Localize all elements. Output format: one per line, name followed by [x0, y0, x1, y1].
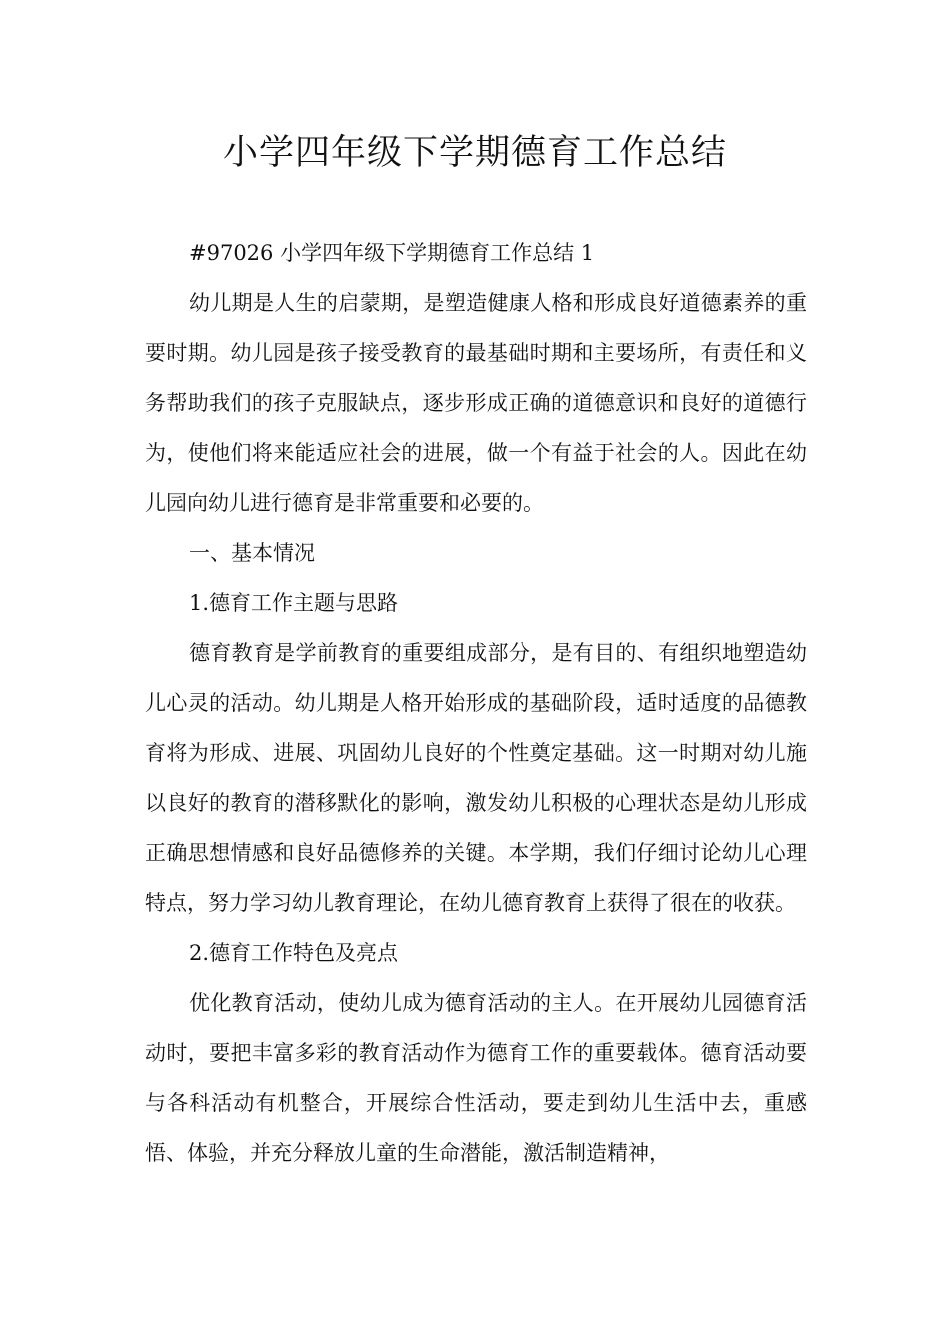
intro-paragraph: 幼儿期是人生的启蒙期，是塑造健康人格和形成良好道德素养的重要时期。幼儿园是孩子接受教育的最基础时期和主要场所，有责任和义务帮助我们的孩子克服缺点，逐步形成正确的道德意识和良好的道德行为，使他们将来能适应社会的进展，做一个有益于社会的人。因此在幼儿园向幼儿进行德育是非常重要和必要的。 [145, 291, 807, 515]
subsection-1-heading: 1.德育工作主题与思路 [189, 591, 399, 615]
subsection-2-paragraph: 优化教育活动，使幼儿成为德育活动的主人。在开展幼儿园德育活动时，要把丰富多彩的教育活动作为德育工作的重要载体。德育活动要与各科活动有机整合，开展综合性活动，要走到幼儿生活中去，重感悟、体验，并充分释放儿童的生命潜能，激活制造精神， [145, 991, 807, 1165]
document-body [145, 228, 807, 1178]
document-title: 小学四年级下学期德育工作总结 [222, 133, 727, 173]
subsection-2-heading: 2.德育工作特色及亮点 [189, 941, 399, 965]
subsection-1-paragraph: 德育教育是学前教育的重要组成部分，是有目的、有组织地塑造幼儿心灵的活动。幼儿期是人格开始形成的基础阶段，适时适度的品德教育将为形成、进展、巩固幼儿良好的个性奠定基础。这一时期对幼儿施以良好的教育的潜移默化的影响，激发幼儿积极的心理状态是幼儿形成正确思想情感和良好品德修养的关键。本学期，我们仔细讨论幼儿心理特点，努力学习幼儿教育理论，在幼儿德育教育上获得了很在的收获。 [145, 641, 807, 915]
document-subtitle: #97026 小学四年级下学期德育工作总结 1 [189, 241, 595, 265]
section-1-heading: 一、基本情况 [189, 541, 315, 565]
